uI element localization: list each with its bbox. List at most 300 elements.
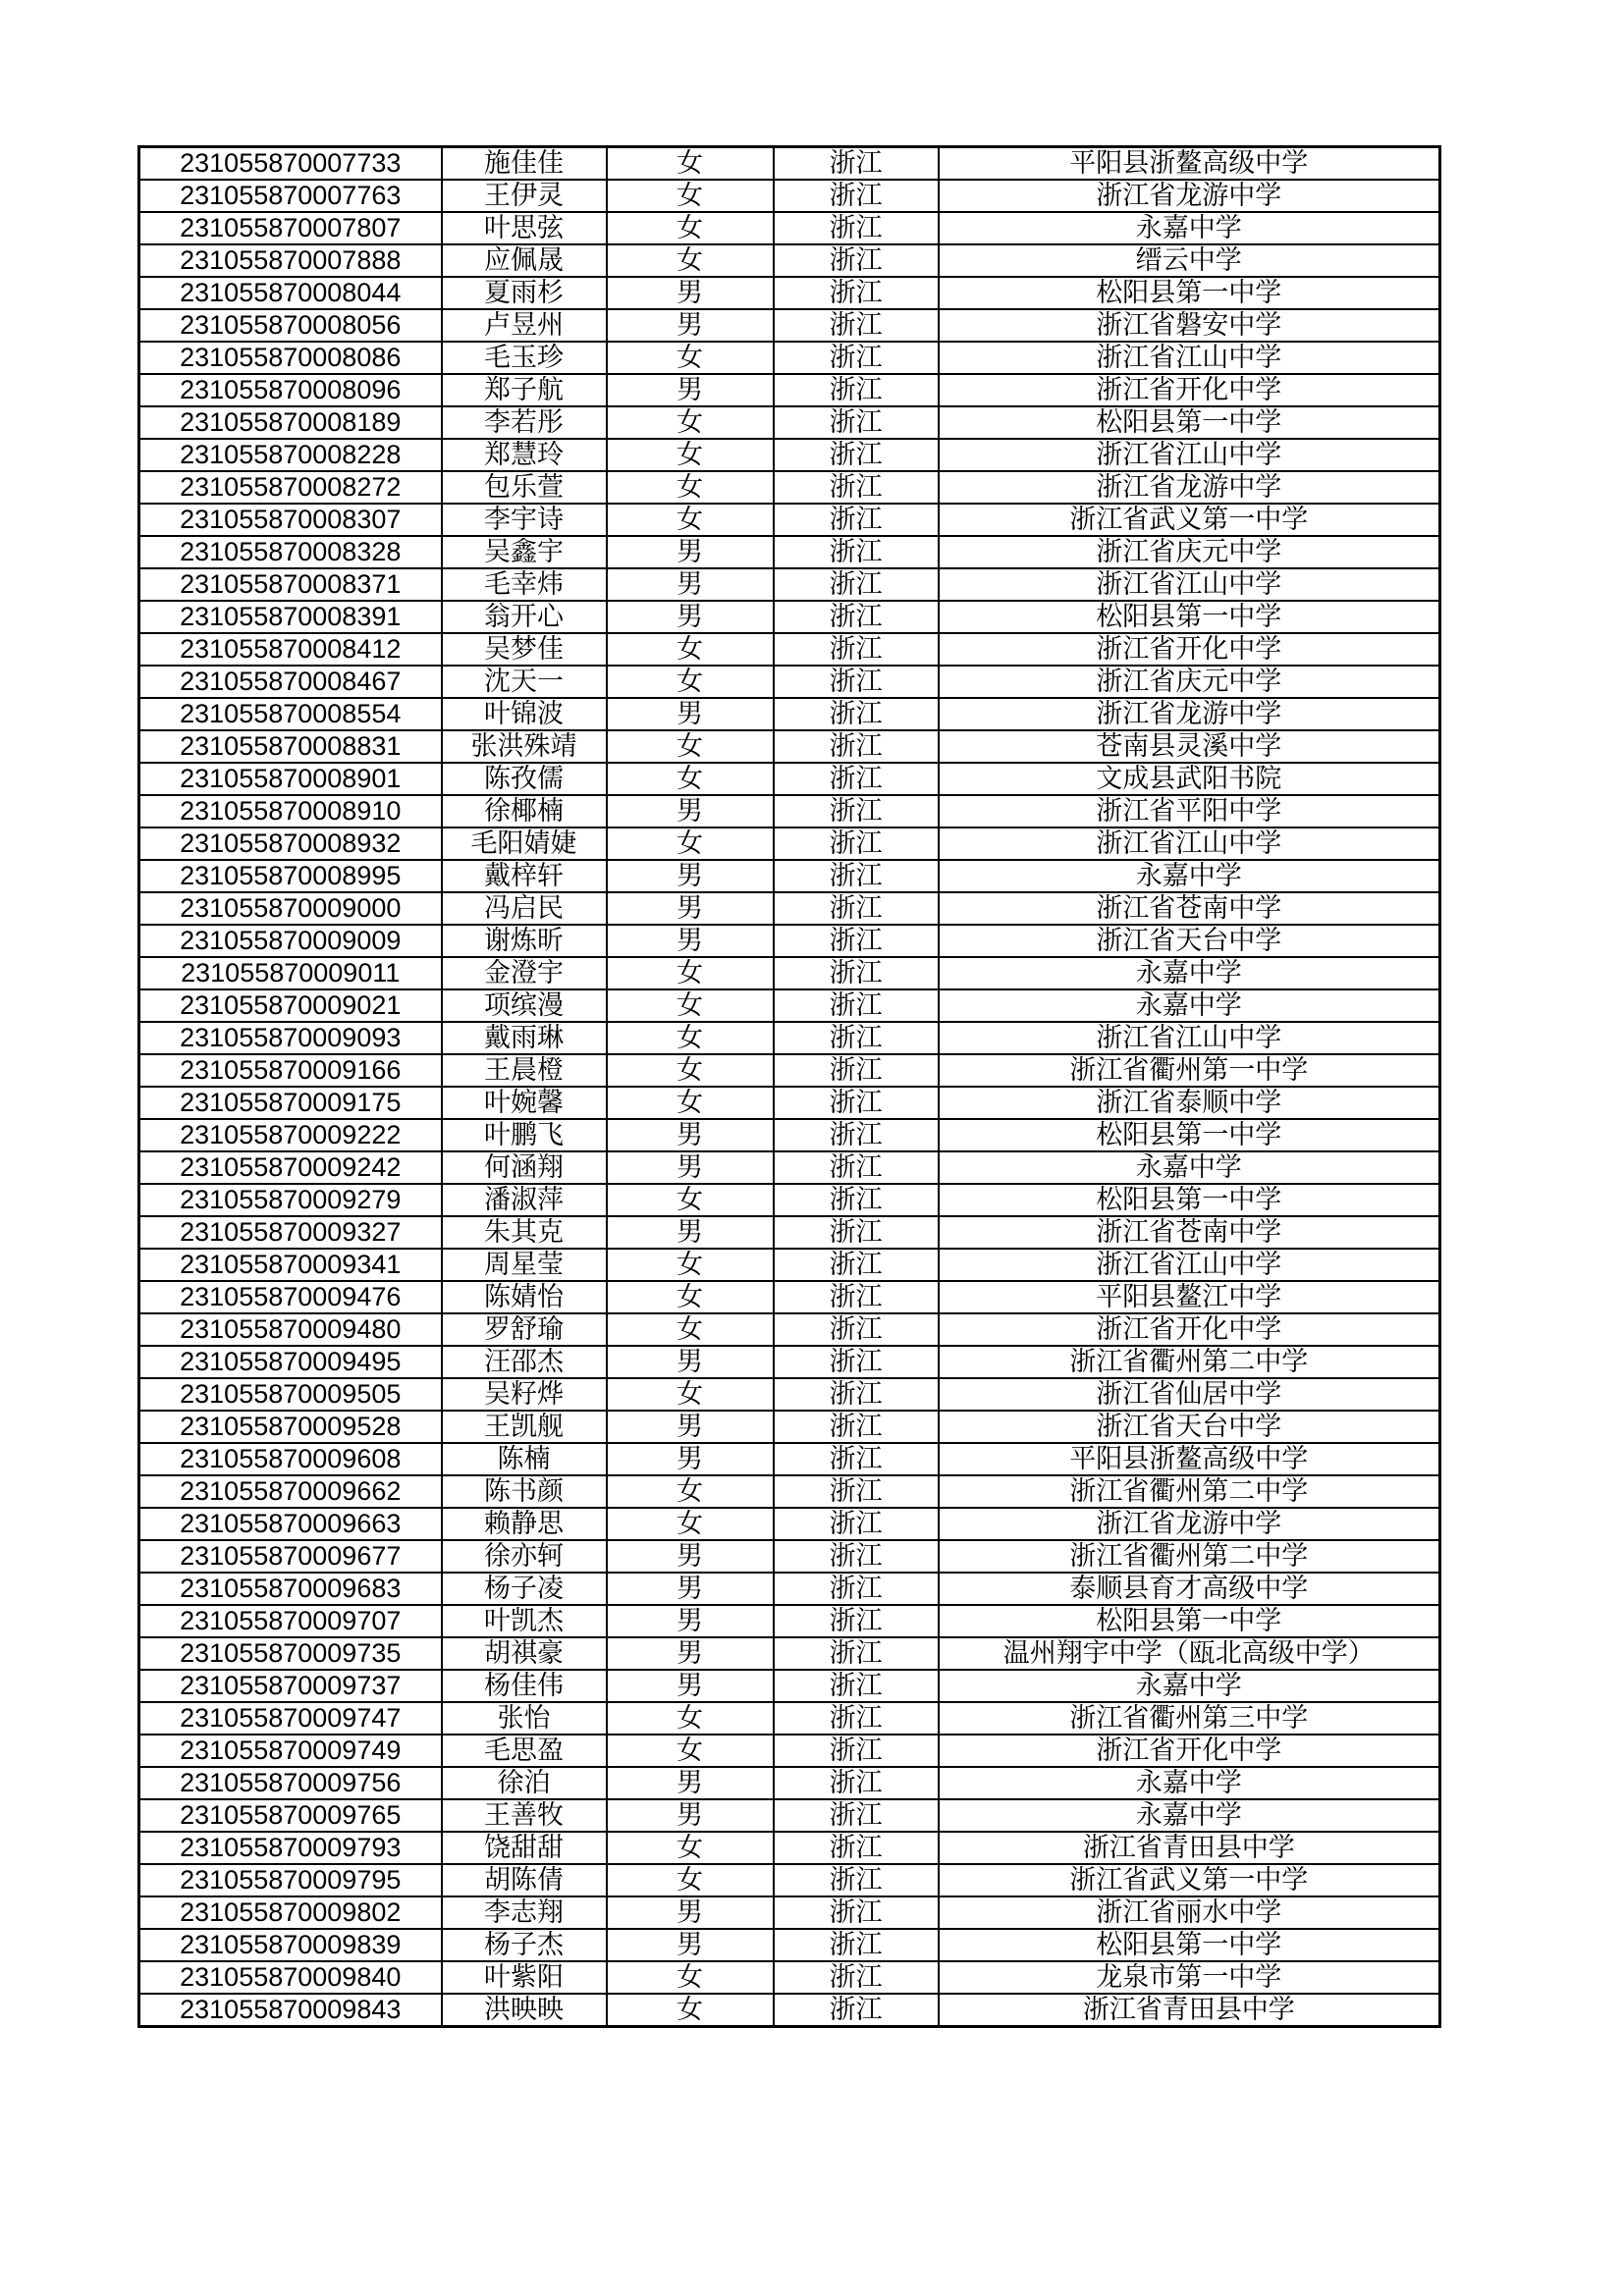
student-name-cell: 杨子杰 [442, 1929, 607, 1961]
candidate-id-cell: 231055870009802 [139, 1896, 442, 1929]
gender-cell: 男 [607, 698, 774, 730]
student-name-cell: 戴雨琳 [442, 1022, 607, 1054]
table-row [139, 1216, 1440, 1249]
gender-cell: 女 [607, 1475, 774, 1508]
candidate-id-cell: 231055870009793 [139, 1832, 442, 1864]
province-cell: 浙江 [774, 1864, 939, 1896]
table-row [139, 1864, 1440, 1896]
province-cell: 浙江 [774, 763, 939, 795]
student-name-cell: 卢昱州 [442, 309, 607, 342]
table-row [139, 1411, 1440, 1443]
gender-cell: 男 [607, 1151, 774, 1184]
province-cell: 浙江 [774, 1832, 939, 1864]
table-row [139, 698, 1440, 730]
student-name-cell: 周星莹 [442, 1249, 607, 1281]
student-name-cell: 李若彤 [442, 406, 607, 439]
candidate-id-cell: 231055870009662 [139, 1475, 442, 1508]
candidate-id-cell: 231055870008228 [139, 439, 442, 471]
table-row [139, 212, 1440, 244]
table-row [139, 1637, 1440, 1670]
table-row [139, 1799, 1440, 1832]
province-cell: 浙江 [774, 925, 939, 957]
province-cell: 浙江 [774, 1605, 939, 1637]
province-cell: 浙江 [774, 795, 939, 828]
province-cell: 浙江 [774, 1087, 939, 1119]
school-cell: 浙江省衢州第三中学 [939, 1702, 1440, 1735]
table-row [139, 1313, 1440, 1346]
gender-cell: 女 [607, 1281, 774, 1313]
school-cell: 浙江省武义第一中学 [939, 1864, 1440, 1896]
table-row [139, 763, 1440, 795]
school-cell: 浙江省江山中学 [939, 828, 1440, 860]
table-row [139, 471, 1440, 504]
table-row [139, 1832, 1440, 1864]
province-cell: 浙江 [774, 244, 939, 277]
table-row [139, 504, 1440, 536]
candidate-id-cell: 231055870008307 [139, 504, 442, 536]
school-cell: 浙江省龙游中学 [939, 180, 1440, 212]
school-cell: 浙江省龙游中学 [939, 1508, 1440, 1540]
student-name-cell: 王善牧 [442, 1799, 607, 1832]
school-cell: 松阳县第一中学 [939, 406, 1440, 439]
school-cell: 浙江省龙游中学 [939, 471, 1440, 504]
table-row [139, 633, 1440, 666]
province-cell: 浙江 [774, 1281, 939, 1313]
candidate-id-cell: 231055870009242 [139, 1151, 442, 1184]
table-row [139, 439, 1440, 471]
table-row [139, 244, 1440, 277]
school-cell: 浙江省苍南中学 [939, 1216, 1440, 1249]
student-name-cell: 夏雨杉 [442, 277, 607, 309]
gender-cell: 女 [607, 342, 774, 374]
school-cell: 温州翔宇中学（瓯北高级中学） [939, 1637, 1440, 1670]
school-cell: 松阳县第一中学 [939, 277, 1440, 309]
table-row [139, 1119, 1440, 1151]
table-row [139, 1346, 1440, 1378]
student-name-cell: 项缤漫 [442, 989, 607, 1022]
candidate-id-cell: 231055870008096 [139, 374, 442, 406]
candidate-id-cell: 231055870009166 [139, 1054, 442, 1087]
gender-cell: 男 [607, 309, 774, 342]
candidate-id-cell: 231055870007888 [139, 244, 442, 277]
table-row [139, 1087, 1440, 1119]
school-cell: 浙江省泰顺中学 [939, 1087, 1440, 1119]
school-cell: 浙江省开化中学 [939, 1313, 1440, 1346]
school-cell: 浙江省平阳中学 [939, 795, 1440, 828]
candidate-id-cell: 231055870008910 [139, 795, 442, 828]
gender-cell: 男 [607, 1605, 774, 1637]
candidate-id-cell: 231055870008467 [139, 666, 442, 698]
province-cell: 浙江 [774, 1735, 939, 1767]
table-row [139, 536, 1440, 568]
student-name-cell: 杨子凌 [442, 1573, 607, 1605]
candidate-id-cell: 231055870009795 [139, 1864, 442, 1896]
province-cell: 浙江 [774, 1799, 939, 1832]
gender-cell: 女 [607, 504, 774, 536]
school-cell: 松阳县第一中学 [939, 1929, 1440, 1961]
gender-cell: 男 [607, 892, 774, 925]
candidate-id-cell: 231055870009747 [139, 1702, 442, 1735]
student-name-cell: 汪邵杰 [442, 1346, 607, 1378]
province-cell: 浙江 [774, 1443, 939, 1475]
gender-cell: 女 [607, 1735, 774, 1767]
candidate-id-cell: 231055870009009 [139, 925, 442, 957]
student-name-cell: 徐亦轲 [442, 1540, 607, 1573]
province-cell: 浙江 [774, 1378, 939, 1411]
province-cell: 浙江 [774, 1151, 939, 1184]
student-name-cell: 吴籽烨 [442, 1378, 607, 1411]
province-cell: 浙江 [774, 1702, 939, 1735]
province-cell: 浙江 [774, 536, 939, 568]
candidate-id-cell: 231055870009175 [139, 1087, 442, 1119]
candidate-id-cell: 231055870009505 [139, 1378, 442, 1411]
candidate-id-cell: 231055870009528 [139, 1411, 442, 1443]
gender-cell: 女 [607, 406, 774, 439]
student-name-cell: 叶紫阳 [442, 1961, 607, 1994]
candidate-id-cell: 231055870009765 [139, 1799, 442, 1832]
gender-cell: 女 [607, 1961, 774, 1994]
candidate-id-cell: 231055870009737 [139, 1670, 442, 1702]
gender-cell: 男 [607, 1540, 774, 1573]
table-row [139, 957, 1440, 989]
candidate-id-cell: 231055870009683 [139, 1573, 442, 1605]
school-cell: 浙江省天台中学 [939, 925, 1440, 957]
gender-cell: 男 [607, 860, 774, 892]
candidate-id-cell: 231055870009011 [139, 957, 442, 989]
candidate-id-cell: 231055870008056 [139, 309, 442, 342]
candidate-id-cell: 231055870009707 [139, 1605, 442, 1637]
table-row [139, 828, 1440, 860]
gender-cell: 男 [607, 1670, 774, 1702]
candidate-id-cell: 231055870009476 [139, 1281, 442, 1313]
province-cell: 浙江 [774, 439, 939, 471]
gender-cell: 女 [607, 1087, 774, 1119]
school-cell: 松阳县第一中学 [939, 1119, 1440, 1151]
table-row [139, 1994, 1440, 2027]
school-cell: 浙江省武义第一中学 [939, 504, 1440, 536]
school-cell: 永嘉中学 [939, 860, 1440, 892]
province-cell: 浙江 [774, 633, 939, 666]
student-name-cell: 陈楠 [442, 1443, 607, 1475]
student-name-cell: 吴梦佳 [442, 633, 607, 666]
student-name-cell: 何涵翔 [442, 1151, 607, 1184]
province-cell: 浙江 [774, 504, 939, 536]
school-cell: 浙江省衢州第二中学 [939, 1540, 1440, 1573]
student-name-cell: 胡陈倩 [442, 1864, 607, 1896]
school-cell: 平阳县浙鳌高级中学 [939, 147, 1440, 181]
school-cell: 松阳县第一中学 [939, 601, 1440, 633]
gender-cell: 男 [607, 1346, 774, 1378]
table-row [139, 1767, 1440, 1799]
gender-cell: 男 [607, 277, 774, 309]
student-name-cell: 李志翔 [442, 1896, 607, 1929]
student-name-cell: 杨佳伟 [442, 1670, 607, 1702]
student-name-cell: 叶凯杰 [442, 1605, 607, 1637]
table-row [139, 925, 1440, 957]
gender-cell: 女 [607, 1054, 774, 1087]
student-name-cell: 王凯舰 [442, 1411, 607, 1443]
school-cell: 浙江省磐安中学 [939, 309, 1440, 342]
school-cell: 永嘉中学 [939, 212, 1440, 244]
roster-table [137, 145, 1441, 2028]
gender-cell: 女 [607, 1184, 774, 1216]
student-name-cell: 陈孜儒 [442, 763, 607, 795]
student-name-cell: 郑慧玲 [442, 439, 607, 471]
school-cell: 永嘉中学 [939, 1151, 1440, 1184]
student-name-cell: 叶思弦 [442, 212, 607, 244]
province-cell: 浙江 [774, 147, 939, 181]
gender-cell: 女 [607, 666, 774, 698]
gender-cell: 男 [607, 1929, 774, 1961]
table-row [139, 730, 1440, 763]
student-name-cell: 包乐萱 [442, 471, 607, 504]
student-name-cell: 毛玉珍 [442, 342, 607, 374]
school-cell: 浙江省江山中学 [939, 568, 1440, 601]
school-cell: 永嘉中学 [939, 1767, 1440, 1799]
table-row [139, 406, 1440, 439]
table-row [139, 666, 1440, 698]
candidate-id-cell: 231055870009749 [139, 1735, 442, 1767]
school-cell: 浙江省江山中学 [939, 342, 1440, 374]
student-name-cell: 徐椰楠 [442, 795, 607, 828]
province-cell: 浙江 [774, 892, 939, 925]
gender-cell: 男 [607, 925, 774, 957]
school-cell: 永嘉中学 [939, 957, 1440, 989]
gender-cell: 男 [607, 1411, 774, 1443]
candidate-id-cell: 231055870008328 [139, 536, 442, 568]
gender-cell: 女 [607, 1702, 774, 1735]
candidate-id-cell: 231055870009341 [139, 1249, 442, 1281]
school-cell: 松阳县第一中学 [939, 1184, 1440, 1216]
table-row [139, 1735, 1440, 1767]
province-cell: 浙江 [774, 730, 939, 763]
candidate-id-cell: 231055870009222 [139, 1119, 442, 1151]
student-name-cell: 戴梓轩 [442, 860, 607, 892]
province-cell: 浙江 [774, 989, 939, 1022]
gender-cell: 女 [607, 633, 774, 666]
school-cell: 浙江省丽水中学 [939, 1896, 1440, 1929]
gender-cell: 男 [607, 1216, 774, 1249]
school-cell: 浙江省龙游中学 [939, 698, 1440, 730]
school-cell: 浙江省衢州第一中学 [939, 1054, 1440, 1087]
student-name-cell: 施佳佳 [442, 147, 607, 181]
table-row [139, 1378, 1440, 1411]
candidate-id-cell: 231055870009840 [139, 1961, 442, 1994]
student-name-cell: 谢炼昕 [442, 925, 607, 957]
school-cell: 文成县武阳书院 [939, 763, 1440, 795]
candidate-id-cell: 231055870009480 [139, 1313, 442, 1346]
province-cell: 浙江 [774, 1184, 939, 1216]
candidate-id-cell: 231055870009093 [139, 1022, 442, 1054]
candidate-id-cell: 231055870008272 [139, 471, 442, 504]
province-cell: 浙江 [774, 1540, 939, 1573]
student-name-cell: 徐泊 [442, 1767, 607, 1799]
school-cell: 平阳县鳌江中学 [939, 1281, 1440, 1313]
student-name-cell: 张怡 [442, 1702, 607, 1735]
gender-cell: 女 [607, 730, 774, 763]
province-cell: 浙江 [774, 1994, 939, 2027]
student-name-cell: 叶婉馨 [442, 1087, 607, 1119]
province-cell: 浙江 [774, 212, 939, 244]
student-name-cell: 吴鑫宇 [442, 536, 607, 568]
student-name-cell: 王晨橙 [442, 1054, 607, 1087]
candidate-id-cell: 231055870008412 [139, 633, 442, 666]
province-cell: 浙江 [774, 180, 939, 212]
table-row [139, 180, 1440, 212]
table-row [139, 309, 1440, 342]
candidate-id-cell: 231055870008932 [139, 828, 442, 860]
student-name-cell: 洪映映 [442, 1994, 607, 2027]
candidate-id-cell: 231055870008391 [139, 601, 442, 633]
candidate-id-cell: 231055870008831 [139, 730, 442, 763]
candidate-id-cell: 231055870009677 [139, 1540, 442, 1573]
table-row [139, 1443, 1440, 1475]
province-cell: 浙江 [774, 1961, 939, 1994]
school-cell: 永嘉中学 [939, 989, 1440, 1022]
school-cell: 永嘉中学 [939, 1670, 1440, 1702]
province-cell: 浙江 [774, 957, 939, 989]
gender-cell: 女 [607, 471, 774, 504]
gender-cell: 男 [607, 1443, 774, 1475]
table-row [139, 860, 1440, 892]
school-cell: 松阳县第一中学 [939, 1605, 1440, 1637]
student-name-cell: 罗舒瑜 [442, 1313, 607, 1346]
province-cell: 浙江 [774, 666, 939, 698]
roster-sheet [137, 145, 1438, 2028]
province-cell: 浙江 [774, 860, 939, 892]
school-cell: 浙江省开化中学 [939, 1735, 1440, 1767]
province-cell: 浙江 [774, 1054, 939, 1087]
candidate-id-cell: 231055870009021 [139, 989, 442, 1022]
table-row [139, 1281, 1440, 1313]
province-cell: 浙江 [774, 828, 939, 860]
province-cell: 浙江 [774, 1249, 939, 1281]
gender-cell: 女 [607, 1313, 774, 1346]
student-name-cell: 应佩晟 [442, 244, 607, 277]
school-cell: 浙江省天台中学 [939, 1411, 1440, 1443]
table-row [139, 568, 1440, 601]
school-cell: 浙江省开化中学 [939, 374, 1440, 406]
province-cell: 浙江 [774, 1573, 939, 1605]
student-name-cell: 毛思盈 [442, 1735, 607, 1767]
province-cell: 浙江 [774, 1411, 939, 1443]
candidate-id-cell: 231055870009663 [139, 1508, 442, 1540]
student-name-cell: 赖静思 [442, 1508, 607, 1540]
gender-cell: 男 [607, 1767, 774, 1799]
gender-cell: 女 [607, 439, 774, 471]
gender-cell: 男 [607, 1119, 774, 1151]
gender-cell: 男 [607, 1799, 774, 1832]
province-cell: 浙江 [774, 1670, 939, 1702]
table-row [139, 1573, 1440, 1605]
school-cell: 永嘉中学 [939, 1799, 1440, 1832]
province-cell: 浙江 [774, 1022, 939, 1054]
student-name-cell: 朱其克 [442, 1216, 607, 1249]
table-row [139, 795, 1440, 828]
gender-cell: 男 [607, 795, 774, 828]
table-row [139, 1022, 1440, 1054]
candidate-id-cell: 231055870007807 [139, 212, 442, 244]
table-row [139, 1054, 1440, 1087]
candidate-id-cell: 231055870009279 [139, 1184, 442, 1216]
student-name-cell: 冯启民 [442, 892, 607, 925]
province-cell: 浙江 [774, 568, 939, 601]
school-cell: 缙云中学 [939, 244, 1440, 277]
student-name-cell: 沈天一 [442, 666, 607, 698]
province-cell: 浙江 [774, 1929, 939, 1961]
candidate-id-cell: 231055870008371 [139, 568, 442, 601]
province-cell: 浙江 [774, 1767, 939, 1799]
gender-cell: 女 [607, 1378, 774, 1411]
school-cell: 浙江省衢州第二中学 [939, 1475, 1440, 1508]
candidate-id-cell: 231055870009735 [139, 1637, 442, 1670]
table-row [139, 601, 1440, 633]
gender-cell: 女 [607, 1832, 774, 1864]
gender-cell: 男 [607, 1573, 774, 1605]
candidate-id-cell: 231055870008995 [139, 860, 442, 892]
student-name-cell: 毛阳婧婕 [442, 828, 607, 860]
gender-cell: 女 [607, 1864, 774, 1896]
gender-cell: 女 [607, 147, 774, 181]
candidate-id-cell: 231055870009608 [139, 1443, 442, 1475]
student-name-cell: 胡祺豪 [442, 1637, 607, 1670]
province-cell: 浙江 [774, 1475, 939, 1508]
candidate-id-cell: 231055870008086 [139, 342, 442, 374]
gender-cell: 女 [607, 828, 774, 860]
gender-cell: 女 [607, 180, 774, 212]
table-row [139, 147, 1440, 181]
student-name-cell: 金澄宇 [442, 957, 607, 989]
school-cell: 浙江省青田县中学 [939, 1994, 1440, 2027]
school-cell: 苍南县灵溪中学 [939, 730, 1440, 763]
student-name-cell: 潘淑萍 [442, 1184, 607, 1216]
province-cell: 浙江 [774, 1896, 939, 1929]
school-cell: 浙江省青田县中学 [939, 1832, 1440, 1864]
gender-cell: 女 [607, 1022, 774, 1054]
province-cell: 浙江 [774, 1508, 939, 1540]
province-cell: 浙江 [774, 374, 939, 406]
gender-cell: 女 [607, 1249, 774, 1281]
gender-cell: 男 [607, 568, 774, 601]
school-cell: 泰顺县育才高级中学 [939, 1573, 1440, 1605]
gender-cell: 女 [607, 212, 774, 244]
student-name-cell: 饶甜甜 [442, 1832, 607, 1864]
table-row [139, 1249, 1440, 1281]
province-cell: 浙江 [774, 698, 939, 730]
school-cell: 平阳县浙鳌高级中学 [939, 1443, 1440, 1475]
province-cell: 浙江 [774, 471, 939, 504]
student-name-cell: 陈书颜 [442, 1475, 607, 1508]
table-row [139, 1151, 1440, 1184]
table-row [139, 1702, 1440, 1735]
school-cell: 浙江省仙居中学 [939, 1378, 1440, 1411]
student-name-cell: 张洪殊靖 [442, 730, 607, 763]
candidate-id-cell: 231055870009000 [139, 892, 442, 925]
candidate-id-cell: 231055870008189 [139, 406, 442, 439]
province-cell: 浙江 [774, 309, 939, 342]
student-name-cell: 叶锦波 [442, 698, 607, 730]
candidate-id-cell: 231055870008901 [139, 763, 442, 795]
table-row [139, 1475, 1440, 1508]
province-cell: 浙江 [774, 1313, 939, 1346]
province-cell: 浙江 [774, 1346, 939, 1378]
province-cell: 浙江 [774, 277, 939, 309]
province-cell: 浙江 [774, 342, 939, 374]
table-row [139, 1961, 1440, 1994]
province-cell: 浙江 [774, 1216, 939, 1249]
school-cell: 浙江省庆元中学 [939, 666, 1440, 698]
gender-cell: 女 [607, 1994, 774, 2027]
